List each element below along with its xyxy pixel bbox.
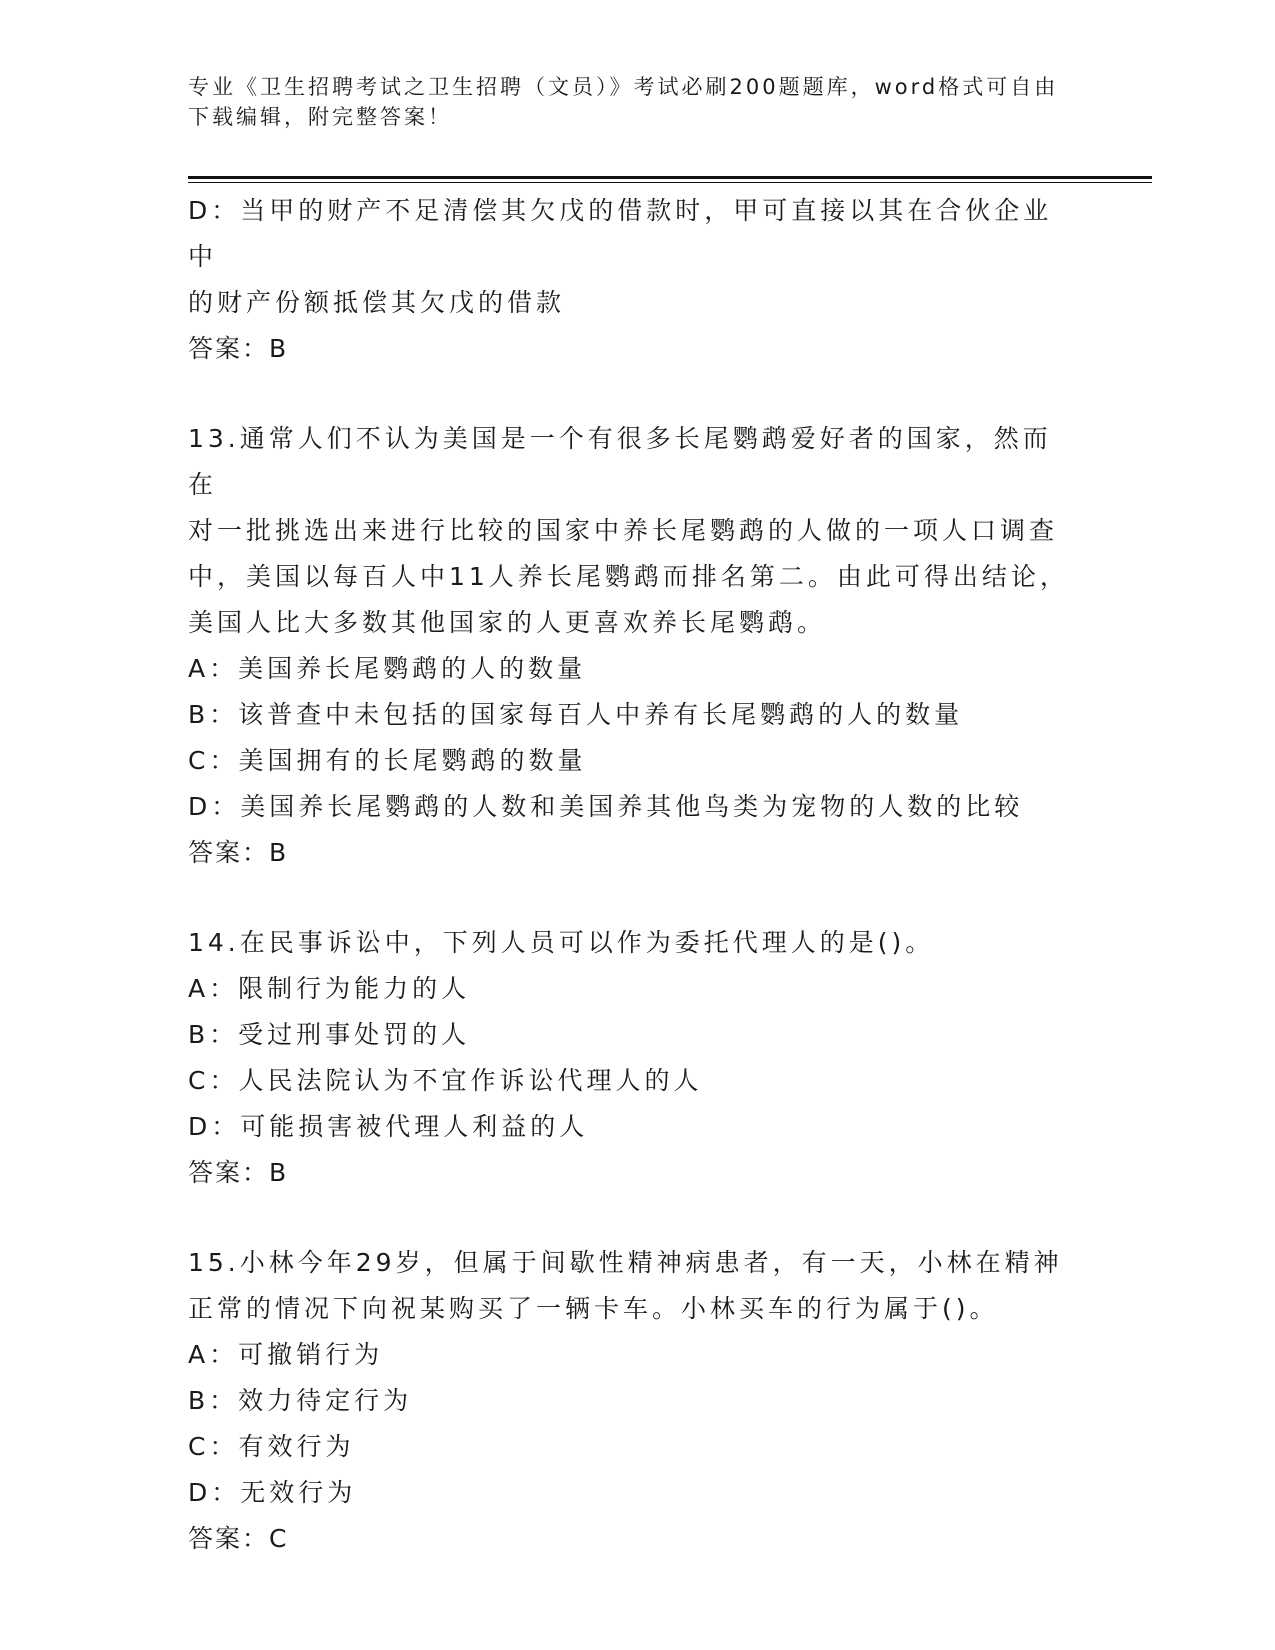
option-d: D：当甲的财产不足清偿其欠戊的借款时，甲可直接以其在合伙企业中 — [188, 196, 1053, 271]
option-d-continued: 的财产份额抵偿其欠戊的借款 — [188, 288, 566, 317]
option-c: C：美国拥有的长尾鹦鹉的数量 — [188, 746, 587, 775]
prev-question-tail — [188, 188, 1078, 372]
question-stem: 中，美国以每百人中11人养长尾鹦鹉而排名第二。由此可得出结论， — [188, 562, 1069, 591]
option-a: A：限制行为能力的人 — [188, 974, 471, 1003]
option-b: B：该普查中未包括的国家每百人中养有长尾鹦鹉的人的数量 — [188, 700, 964, 729]
option-a: A：可撤销行为 — [188, 1340, 384, 1369]
option-c: C：有效行为 — [188, 1432, 355, 1461]
spacer — [188, 372, 1078, 416]
option-c: C：人民法院认为不宜作诉讼代理人的人 — [188, 1066, 703, 1095]
question-content — [188, 188, 1078, 1562]
option-d: D：美国养长尾鹦鹉的人数和美国养其他鸟类为宠物的人数的比较 — [188, 792, 1024, 821]
answer: 答案：B — [188, 1158, 289, 1187]
question-stem: 对一批挑选出来进行比较的国家中养长尾鹦鹉的人做的一项人口调查 — [188, 516, 1059, 545]
spacer — [188, 876, 1078, 920]
answer: 答案：B — [188, 334, 289, 363]
question-stem: 15.小林今年29岁，但属于间歇性精神病患者，有一天，小林在精神 — [188, 1248, 1063, 1277]
option-d: D：无效行为 — [188, 1478, 357, 1507]
question-13 — [188, 416, 1078, 876]
header-divider-thin — [188, 182, 1152, 183]
question-stem: 美国人比大多数其他国家的人更喜欢养长尾鹦鹉。 — [188, 608, 827, 637]
answer: 答案：C — [188, 1524, 289, 1553]
answer: 答案：B — [188, 838, 289, 867]
header-divider-thick — [188, 176, 1152, 179]
option-b: B：受过刑事处罚的人 — [188, 1020, 471, 1049]
page-header: 专业《卫生招聘考试之卫生招聘（文员）》考试必刷200题题库，word格式可自由下载编辑，附完整答案！ — [188, 75, 1059, 129]
option-d: D：可能损害被代理人利益的人 — [188, 1112, 589, 1141]
question-stem: 13.通常人们不认为美国是一个有很多长尾鹦鹉爱好者的国家，然而在 — [188, 424, 1052, 499]
question-stem: 14.在民事诉讼中，下列人员可以作为委托代理人的是()。 — [188, 928, 935, 957]
spacer — [188, 1196, 1078, 1240]
question-15 — [188, 1240, 1078, 1562]
option-a: A：美国养长尾鹦鹉的人的数量 — [188, 654, 587, 683]
question-14 — [188, 920, 1078, 1196]
question-stem: 正常的情况下向祝某购买了一辆卡车。小林买车的行为属于()。 — [188, 1294, 999, 1323]
option-b: B：效力待定行为 — [188, 1386, 413, 1415]
